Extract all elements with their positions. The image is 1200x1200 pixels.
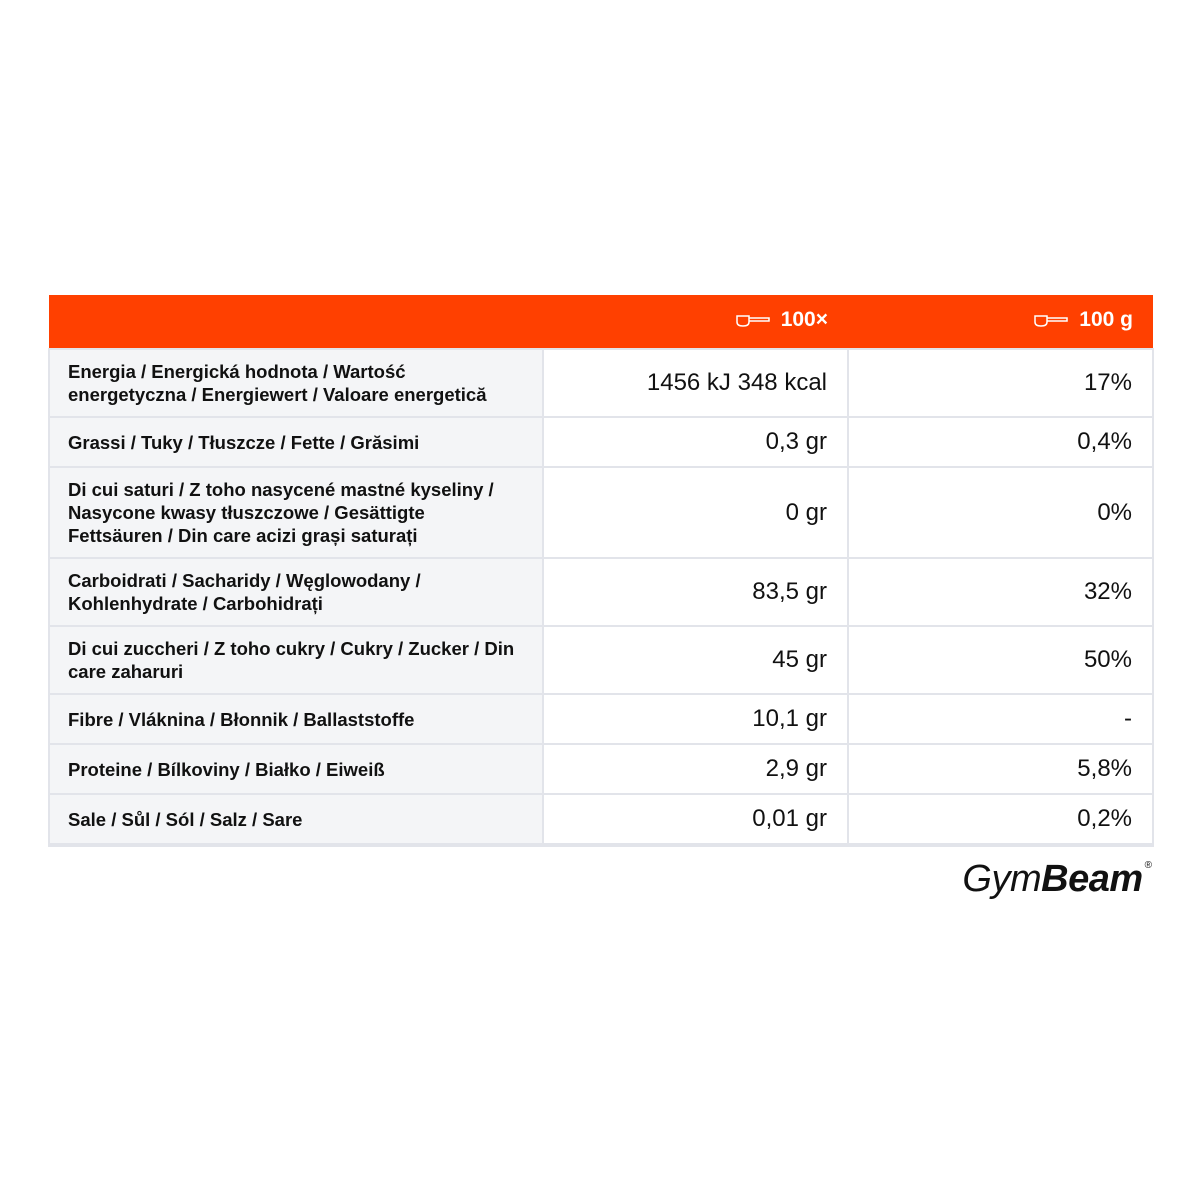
header-portion-cell	[543, 295, 848, 349]
brand-logo-gym: Gym	[962, 858, 1042, 900]
portion-value: 10,1 gr	[543, 694, 848, 744]
table-row	[49, 349, 1153, 417]
portion-value: 45 gr	[543, 626, 848, 694]
per100-value: 5,8%	[848, 744, 1153, 794]
portion-value: 0,3 gr	[543, 417, 848, 467]
portion-value: 2,9 gr	[543, 744, 848, 794]
nutrient-label: Carboidrati / Sacharidy / Węglowodany / Kohlenhydrate / Carbohidrați	[49, 558, 543, 626]
per100-value: -	[848, 694, 1153, 744]
nutrient-label: Fibre / Vláknina / Błonnik / Ballaststoffe	[49, 694, 543, 744]
table-header	[49, 295, 1153, 349]
nutrient-label: Energia / Energická hodnota / Wartość energetyczna / Energiewert / Valoare energetică	[49, 349, 543, 417]
table-row	[49, 467, 1153, 558]
portion-value: 0 gr	[543, 467, 848, 558]
registered-mark: ®	[1144, 860, 1152, 871]
portion-value: 83,5 gr	[543, 558, 848, 626]
per100-value: 50%	[848, 626, 1153, 694]
per100-value: 32%	[848, 558, 1153, 626]
brand-logo-beam: Beam	[1041, 858, 1143, 900]
nutrient-label: Grassi / Tuky / Tłuszcze / Fette / Grăsimi	[49, 417, 543, 467]
header-label-cell	[49, 295, 543, 349]
table-row	[49, 744, 1153, 794]
scoop-icon	[735, 311, 771, 329]
header-portion-label: 100×	[780, 308, 828, 331]
header-per100-label: 100 g	[1079, 308, 1133, 331]
nutrition-table	[48, 295, 1154, 847]
per100-value: 17%	[848, 349, 1153, 417]
scoop-icon	[1033, 311, 1069, 329]
table-row	[49, 694, 1153, 744]
brand-logo	[962, 858, 1152, 901]
table-row	[49, 794, 1153, 845]
portion-value: 0,01 gr	[543, 794, 848, 845]
nutrient-label: Proteine / Bílkoviny / Białko / Eiweiß	[49, 744, 543, 794]
per100-value: 0,4%	[848, 417, 1153, 467]
nutrient-label: Sale / Sůl / Sól / Salz / Sare	[49, 794, 543, 845]
nutrient-label: Di cui saturi / Z toho nasycené mastné kyseliny / Nasycone kwasy tłuszczowe / Gesättigte Fettsäuren / Din care acizi grași saturați	[49, 467, 543, 558]
per100-value: 0,2%	[848, 794, 1153, 845]
table-body	[49, 349, 1153, 845]
table-row	[49, 558, 1153, 626]
nutrient-label: Di cui zuccheri / Z toho cukry / Cukry / Zucker / Din care zaharuri	[49, 626, 543, 694]
table-row	[49, 626, 1153, 694]
table-row	[49, 417, 1153, 467]
header-row	[49, 295, 1153, 349]
header-per100-cell	[848, 295, 1153, 349]
per100-value: 0%	[848, 467, 1153, 558]
portion-value: 1456 kJ 348 kcal	[543, 349, 848, 417]
